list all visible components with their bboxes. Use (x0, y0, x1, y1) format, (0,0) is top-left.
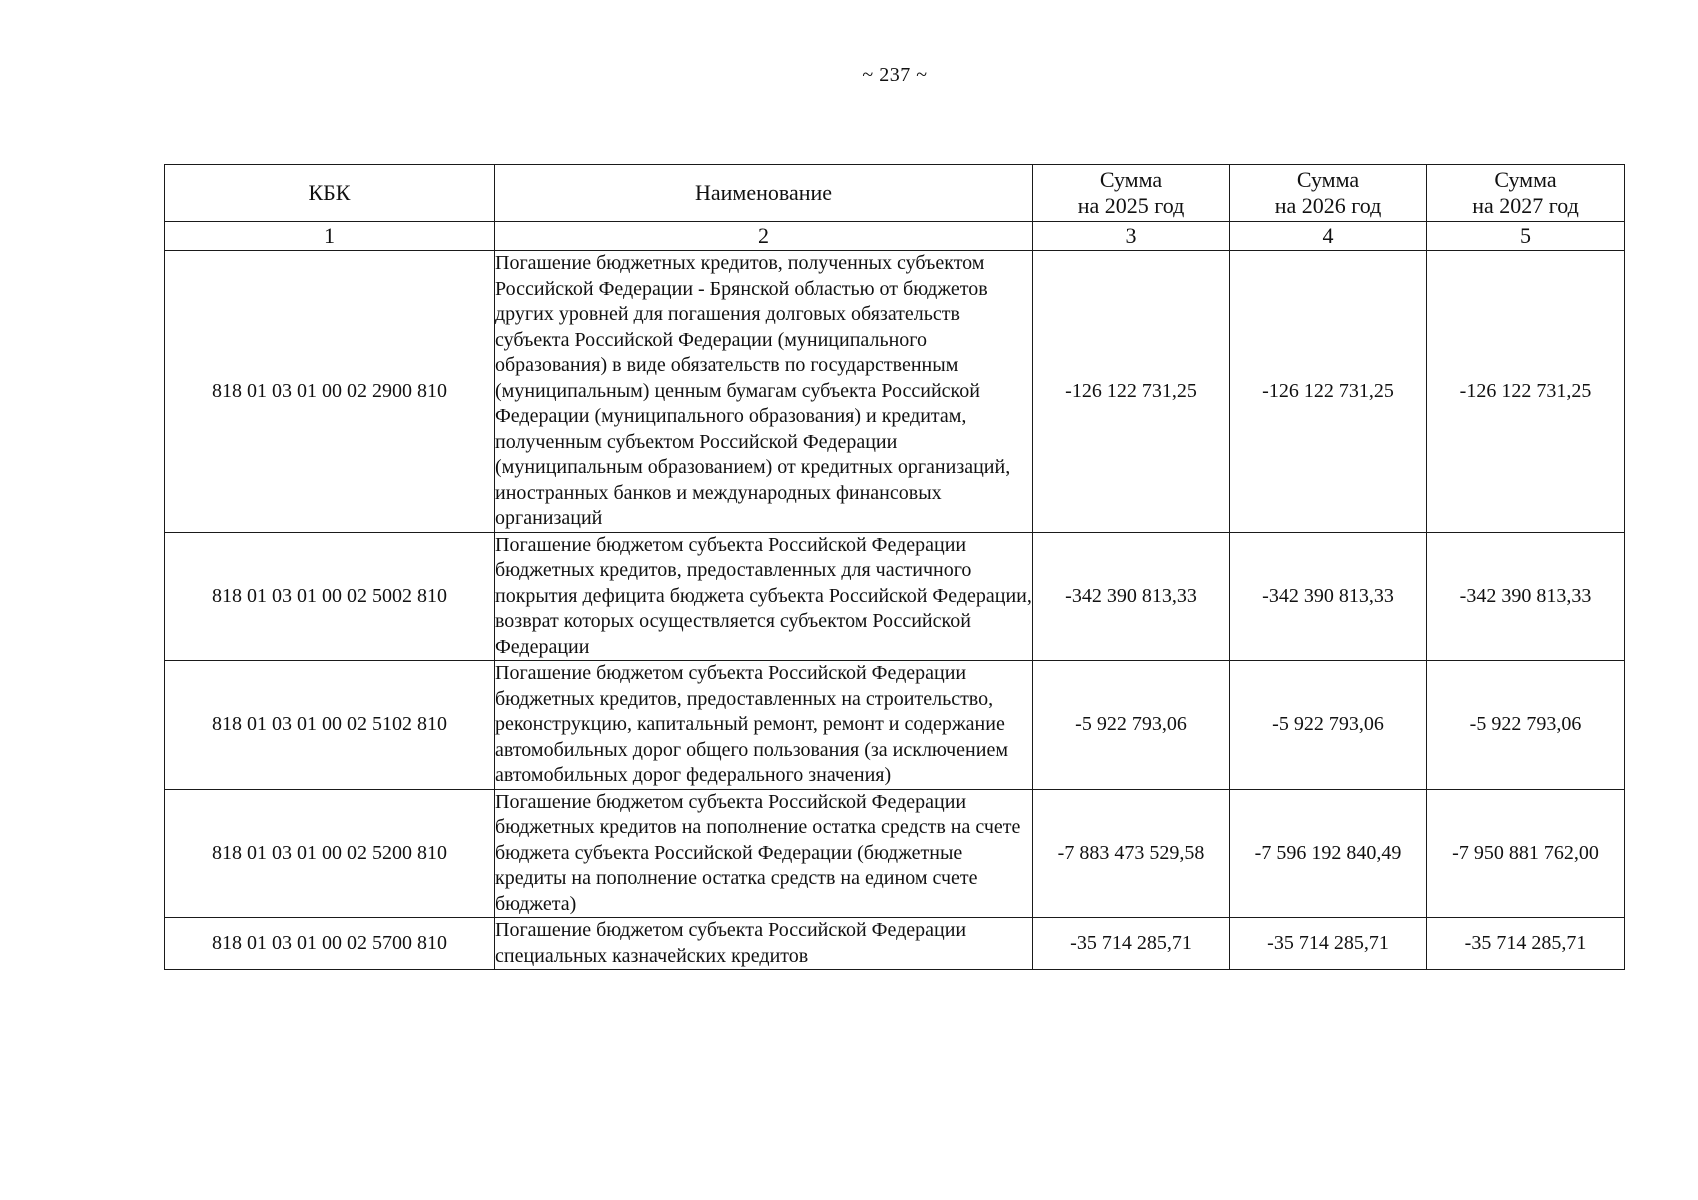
column-number: 2 (495, 222, 1033, 251)
header-sum-2027-line2: на 2027 год (1472, 193, 1579, 218)
amount-2027: -7 950 881 762,00 (1427, 789, 1625, 918)
kbk-code: 818 01 03 01 00 02 5102 810 (165, 661, 495, 790)
amount-2027: -35 714 285,71 (1427, 918, 1625, 970)
amount-2026: -7 596 192 840,49 (1230, 789, 1427, 918)
amount-2026: -35 714 285,71 (1230, 918, 1427, 970)
header-sum-2026 (1230, 165, 1427, 222)
column-number: 1 (165, 222, 495, 251)
amount-2027: -126 122 731,25 (1427, 251, 1625, 533)
amount-2026: -342 390 813,33 (1230, 532, 1427, 661)
table-row (165, 918, 1625, 970)
item-name: Погашение бюджетом субъекта Российской Федерации специальных казначейских кредитов (495, 918, 1033, 970)
column-number: 3 (1033, 222, 1230, 251)
header-sum-2025-line1: Сумма (1099, 167, 1163, 192)
amount-2025: -7 883 473 529,58 (1033, 789, 1230, 918)
header-kbk: КБК (165, 165, 495, 222)
budget-table (164, 164, 1625, 970)
kbk-code: 818 01 03 01 00 02 2900 810 (165, 251, 495, 533)
amount-2025: -126 122 731,25 (1033, 251, 1230, 533)
table-row (165, 532, 1625, 661)
header-name: Наименование (495, 165, 1033, 222)
table-row (165, 661, 1625, 790)
header-row (165, 165, 1625, 222)
amount-2026: -5 922 793,06 (1230, 661, 1427, 790)
column-number: 5 (1427, 222, 1625, 251)
amount-2026: -126 122 731,25 (1230, 251, 1427, 533)
item-name: Погашение бюджетом субъекта Российской Федерации бюджетных кредитов на пополнение остатка средств на счете бюджета субъекта Российской Федерации (бюджетные кредиты на пополнение остатка средств на едином счете бюджета) (495, 789, 1033, 918)
header-sum-2025-line2: на 2025 год (1077, 193, 1185, 218)
item-name: Погашение бюджетных кредитов, полученных субъектом Российской Федерации - Брянской областью от бюджетов других уровней для погашения долговых обязательств субъекта Российской Федерации (муниципального образования) в виде обязательств по государственным (муниципальным) ценным бумагам субъекта Российской Федерации (муниципального образования) и кредитам, полученным субъектом Российской Федерации (муниципальным образованием) от кредитных организаций, иностранных банков и международных финансовых организаций (495, 251, 1033, 533)
header-sum-2025 (1033, 165, 1230, 222)
header-sum-2027-line1: Сумма (1494, 167, 1557, 192)
column-number-row (165, 222, 1625, 251)
column-number: 4 (1230, 222, 1427, 251)
table-row (165, 251, 1625, 533)
kbk-code: 818 01 03 01 00 02 5200 810 (165, 789, 495, 918)
kbk-code: 818 01 03 01 00 02 5700 810 (165, 918, 495, 970)
amount-2025: -342 390 813,33 (1033, 532, 1230, 661)
header-sum-2026-line1: Сумма (1296, 167, 1360, 192)
amount-2027: -342 390 813,33 (1427, 532, 1625, 661)
item-name: Погашение бюджетом субъекта Российской Федерации бюджетных кредитов, предоставленных на строительство, реконструкцию, капитальный ремонт, ремонт и содержание автомобильных дорог общего пользования (за исключением автомобильных дорог федерального значения) (495, 661, 1033, 790)
amount-2027: -5 922 793,06 (1427, 661, 1625, 790)
amount-2025: -5 922 793,06 (1033, 661, 1230, 790)
header-sum-2027 (1427, 165, 1625, 222)
table-row (165, 789, 1625, 918)
kbk-code: 818 01 03 01 00 02 5002 810 (165, 532, 495, 661)
item-name: Погашение бюджетом субъекта Российской Федерации бюджетных кредитов, предоставленных для частичного покрытия дефицита бюджета субъекта Российской Федерации, возврат которых осуществляется субъектом Российской Федерации (495, 532, 1033, 661)
amount-2025: -35 714 285,71 (1033, 918, 1230, 970)
header-sum-2026-line2: на 2026 год (1274, 193, 1382, 218)
page-number: ~ 237 ~ (862, 64, 928, 86)
